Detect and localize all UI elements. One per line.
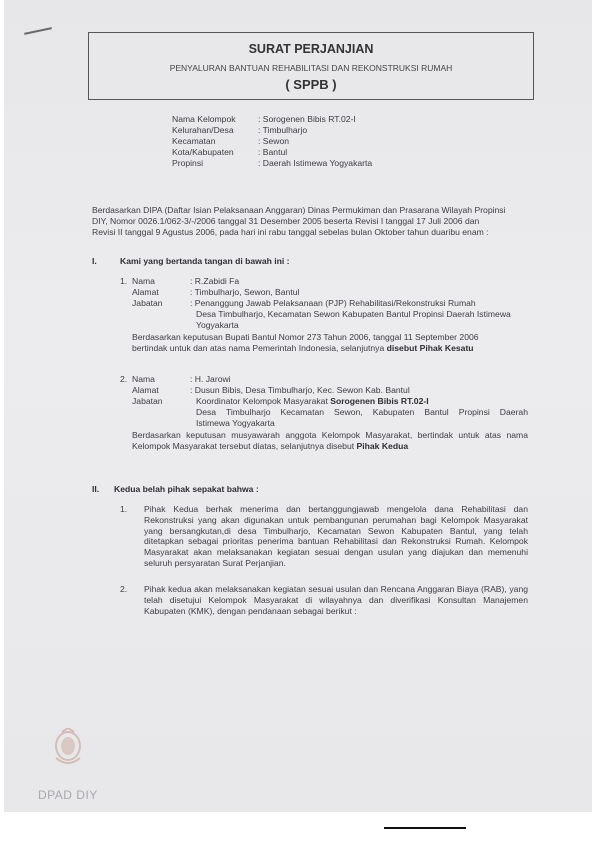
archive-seal-icon [52, 728, 84, 772]
party-2-nama: : H. Jarowi [190, 374, 231, 384]
party-1-nama: : R.Zabidi Fa [190, 276, 240, 286]
party-1-acting-text: bertindak untuk dan atas nama Pemerintah Indonesia, selanjutnya [132, 343, 387, 353]
document-page [4, 0, 592, 812]
value-kabupaten: : Bantul [258, 147, 288, 157]
party-1-role: disebut Pihak Kesatu [386, 343, 474, 353]
party-2-jabatan-line-2: Desa Timbulharjo Kecamatan Sewon, Kabupaten Bantul Propinsi Daerah [196, 407, 528, 417]
value-kelurahan: : Timbulharjo [258, 125, 308, 135]
value-propinsi: : Daerah Istimewa Yogyakarta [258, 158, 373, 168]
party-1-jabatan-line-2: Desa Timbulharjo, Kecamatan Sewon Kabupaten Bantul Propinsi Daerah Istimewa [196, 309, 511, 319]
section-1-heading: Kami yang bertanda tangan di bawah ini : [120, 256, 290, 266]
intro-line-2: DIY, Nomor 0026.1/062-3/-/2006 tanggal 31 Desember 2005 beserta Revisi I tanggal 17 Juli 2006 dan [92, 216, 480, 226]
party-2-group-name: Sorogenen Bibis RT.02-I [330, 396, 429, 406]
party-1-jabatan-line-1: : Penanggung Jawab Pelaksanaan (PJP) Rehabilitasi/Rekonstruksi Rumah [190, 298, 476, 308]
party-1-jabatan-line-3: Yogyakarta [196, 320, 239, 330]
party-1-basis: Berdasarkan keputusan Bupati Bantul Nomor 273 Tahun 2006, tanggal 11 September 2006 [132, 332, 479, 342]
item-1-text: Pihak Kedua berhak menerima dan bertanggungjawab mengelola dana Rehabilitasi dan Rekonstruksi yang akan digunakan untuk pembangunan perumahan bagi Kelompok Masyarakat yang bersangkutan,di desa Timbulharjo, Kecamatan Sewon Kabupaten Bantul, yang telah ditetapkan sebagai prioritas penerima bantuan Rehabilitasi dan Rekonstruksi Rumah. Kelompok Masyarakat akan melaksanakan kegiatan sesuai dengan usulan yang diajukan dan memenuhi seluruh persyaratan Surat Perjanjian. [144, 504, 528, 568]
party-1-nama-label: Nama [132, 276, 155, 286]
party-2-jabatan-text: Koordinator Kelompok Masyarakat [196, 396, 331, 406]
party-2-alamat: : Dusun Bibis, Desa Timbulharjo, Kec. Sewon Kab. Bantul [190, 385, 410, 395]
archive-watermark: DPAD DIY [38, 788, 98, 802]
party-2-basis-line-1: Berdasarkan keputusan musyawarah anggota Kelompok Masyarakat, bertindak untuk atas nama [132, 430, 528, 440]
value-kecamatan: : Sewon [258, 136, 290, 146]
value-nama-kelompok: : Sorogenen Bibis RT.02-I [258, 114, 356, 124]
document-title: SURAT PERJANJIAN [248, 42, 374, 56]
party-2-alamat-label: Alamat [132, 385, 159, 395]
party-2-jabatan-label: Jabatan [132, 396, 163, 406]
section-2-heading: Kedua belah pihak sepakat bahwa : [114, 484, 259, 494]
party-2-basis-line-2 [132, 441, 408, 452]
party-2-jabatan-line-3: Istimewa Yogyakarta [196, 418, 275, 428]
document-code: ( SPPB ) [285, 77, 337, 92]
section-2-number: II. [92, 484, 100, 494]
intro-line-3: Revisi II tanggal 9 Agustus 2006, pada hari ini rabu tanggal sebelas bulan Oktober tahun duaribu enam : [92, 227, 489, 237]
label-nama-kelompok: Nama Kelompok [172, 114, 236, 124]
party-1-acting [132, 343, 474, 354]
item-2-number: 2. [120, 584, 128, 594]
party-2-number: 2. [120, 374, 128, 384]
item-2-text: Pihak kedua akan melaksanakan kegiatan sesuai usulan dan Rencana Anggaran Biaya (RAB), yang telah disetujui Kelompok Masyarakat di wilayahnya dan diverifikasi Konsultan Manajemen Kabupaten (KMK), dengan pendanaan sebagai berikut : [144, 584, 528, 616]
intro-line-1: Berdasarkan DIPA (Daftar Isian Pelaksanaan Anggaran) Dinas Permukiman dan Prasarana Wilayah Propinsi [92, 205, 506, 215]
title-box [88, 32, 534, 100]
label-kabupaten: Kota/Kabupaten [172, 147, 234, 157]
party-2-role: Pihak Kedua [356, 441, 409, 451]
party-1-jabatan-label: Jabatan [132, 298, 163, 308]
party-2-jabatan-line-1 [196, 396, 429, 407]
section-1-number: I. [92, 256, 97, 266]
document-subtitle: PENYALURAN BANTUAN REHABILITASI DAN REKONSTRUKSI RUMAH [169, 63, 453, 73]
party-1-number: 1. [120, 276, 128, 286]
label-kecamatan: Kecamatan [172, 136, 216, 146]
party-2-basis-text: Kelompok Masyarakat tersebut diatas, selanjutnya disebut [132, 441, 357, 451]
party-1-alamat: : Timbulharjo, Sewon, Bantul [190, 287, 300, 297]
party-2-nama-label: Nama [132, 374, 155, 384]
footer-rule [384, 827, 466, 829]
label-propinsi: Propinsi [172, 158, 204, 168]
item-1-number: 1. [120, 504, 128, 514]
pen-mark [24, 27, 52, 35]
label-kelurahan: Kelurahan/Desa [172, 125, 234, 135]
party-1-alamat-label: Alamat [132, 287, 159, 297]
